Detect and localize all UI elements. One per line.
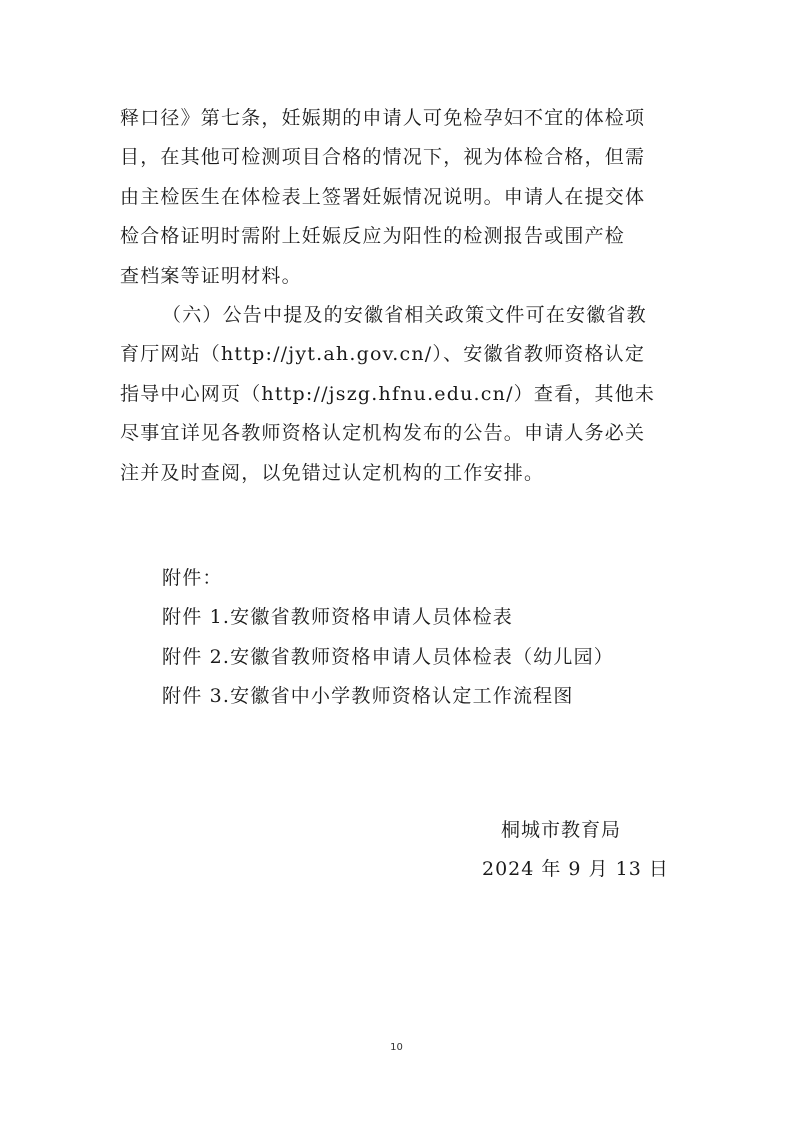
attachment-item-1: 附件 1.安徽省教师资格申请人员体检表: [162, 606, 513, 628]
body-line-10: 注并及时查阅，以免错过认定机构的工作安排。: [120, 462, 545, 484]
body-line-7: 育厅网站（http://jyt.ah.gov.cn/）、安徽省教师资格认定: [120, 343, 646, 365]
body-line-9: 尽事宜详见各教师资格认定机构发布的公告。申请人务必关: [120, 422, 646, 444]
attachment-item-2: 附件 2.安徽省教师资格申请人员体检表（幼儿园）: [162, 646, 614, 668]
signature-organization: 桐城市教育局: [501, 819, 622, 841]
attachment-item-3: 附件 3.安徽省中小学教师资格认定工作流程图: [162, 685, 574, 707]
attachments-heading: 附件：: [162, 567, 223, 589]
body-line-2: 目，在其他可检测项目合格的情况下，视为体检合格，但需: [120, 146, 646, 168]
body-line-8: 指导中心网页（http://jszg.hfnu.edu.cn/）查看，其他未: [120, 383, 656, 405]
body-line-4: 检合格证明时需附上妊娠反应为阳性的检测报告或围产检: [120, 225, 626, 247]
body-line-1: 释口径》第七条，妊娠期的申请人可免检孕妇不宜的体检项: [120, 107, 646, 129]
body-line-6: （六）公告中提及的安徽省相关政策文件可在安徽省教: [162, 304, 647, 326]
signature-date: 2024 年 9 月 13 日: [482, 858, 669, 880]
page-number: 10: [390, 1042, 403, 1053]
body-line-3: 由主检医生在体检表上签署妊娠情况说明。申请人在提交体: [120, 186, 646, 208]
body-line-5: 查档案等证明材料。: [120, 265, 302, 287]
